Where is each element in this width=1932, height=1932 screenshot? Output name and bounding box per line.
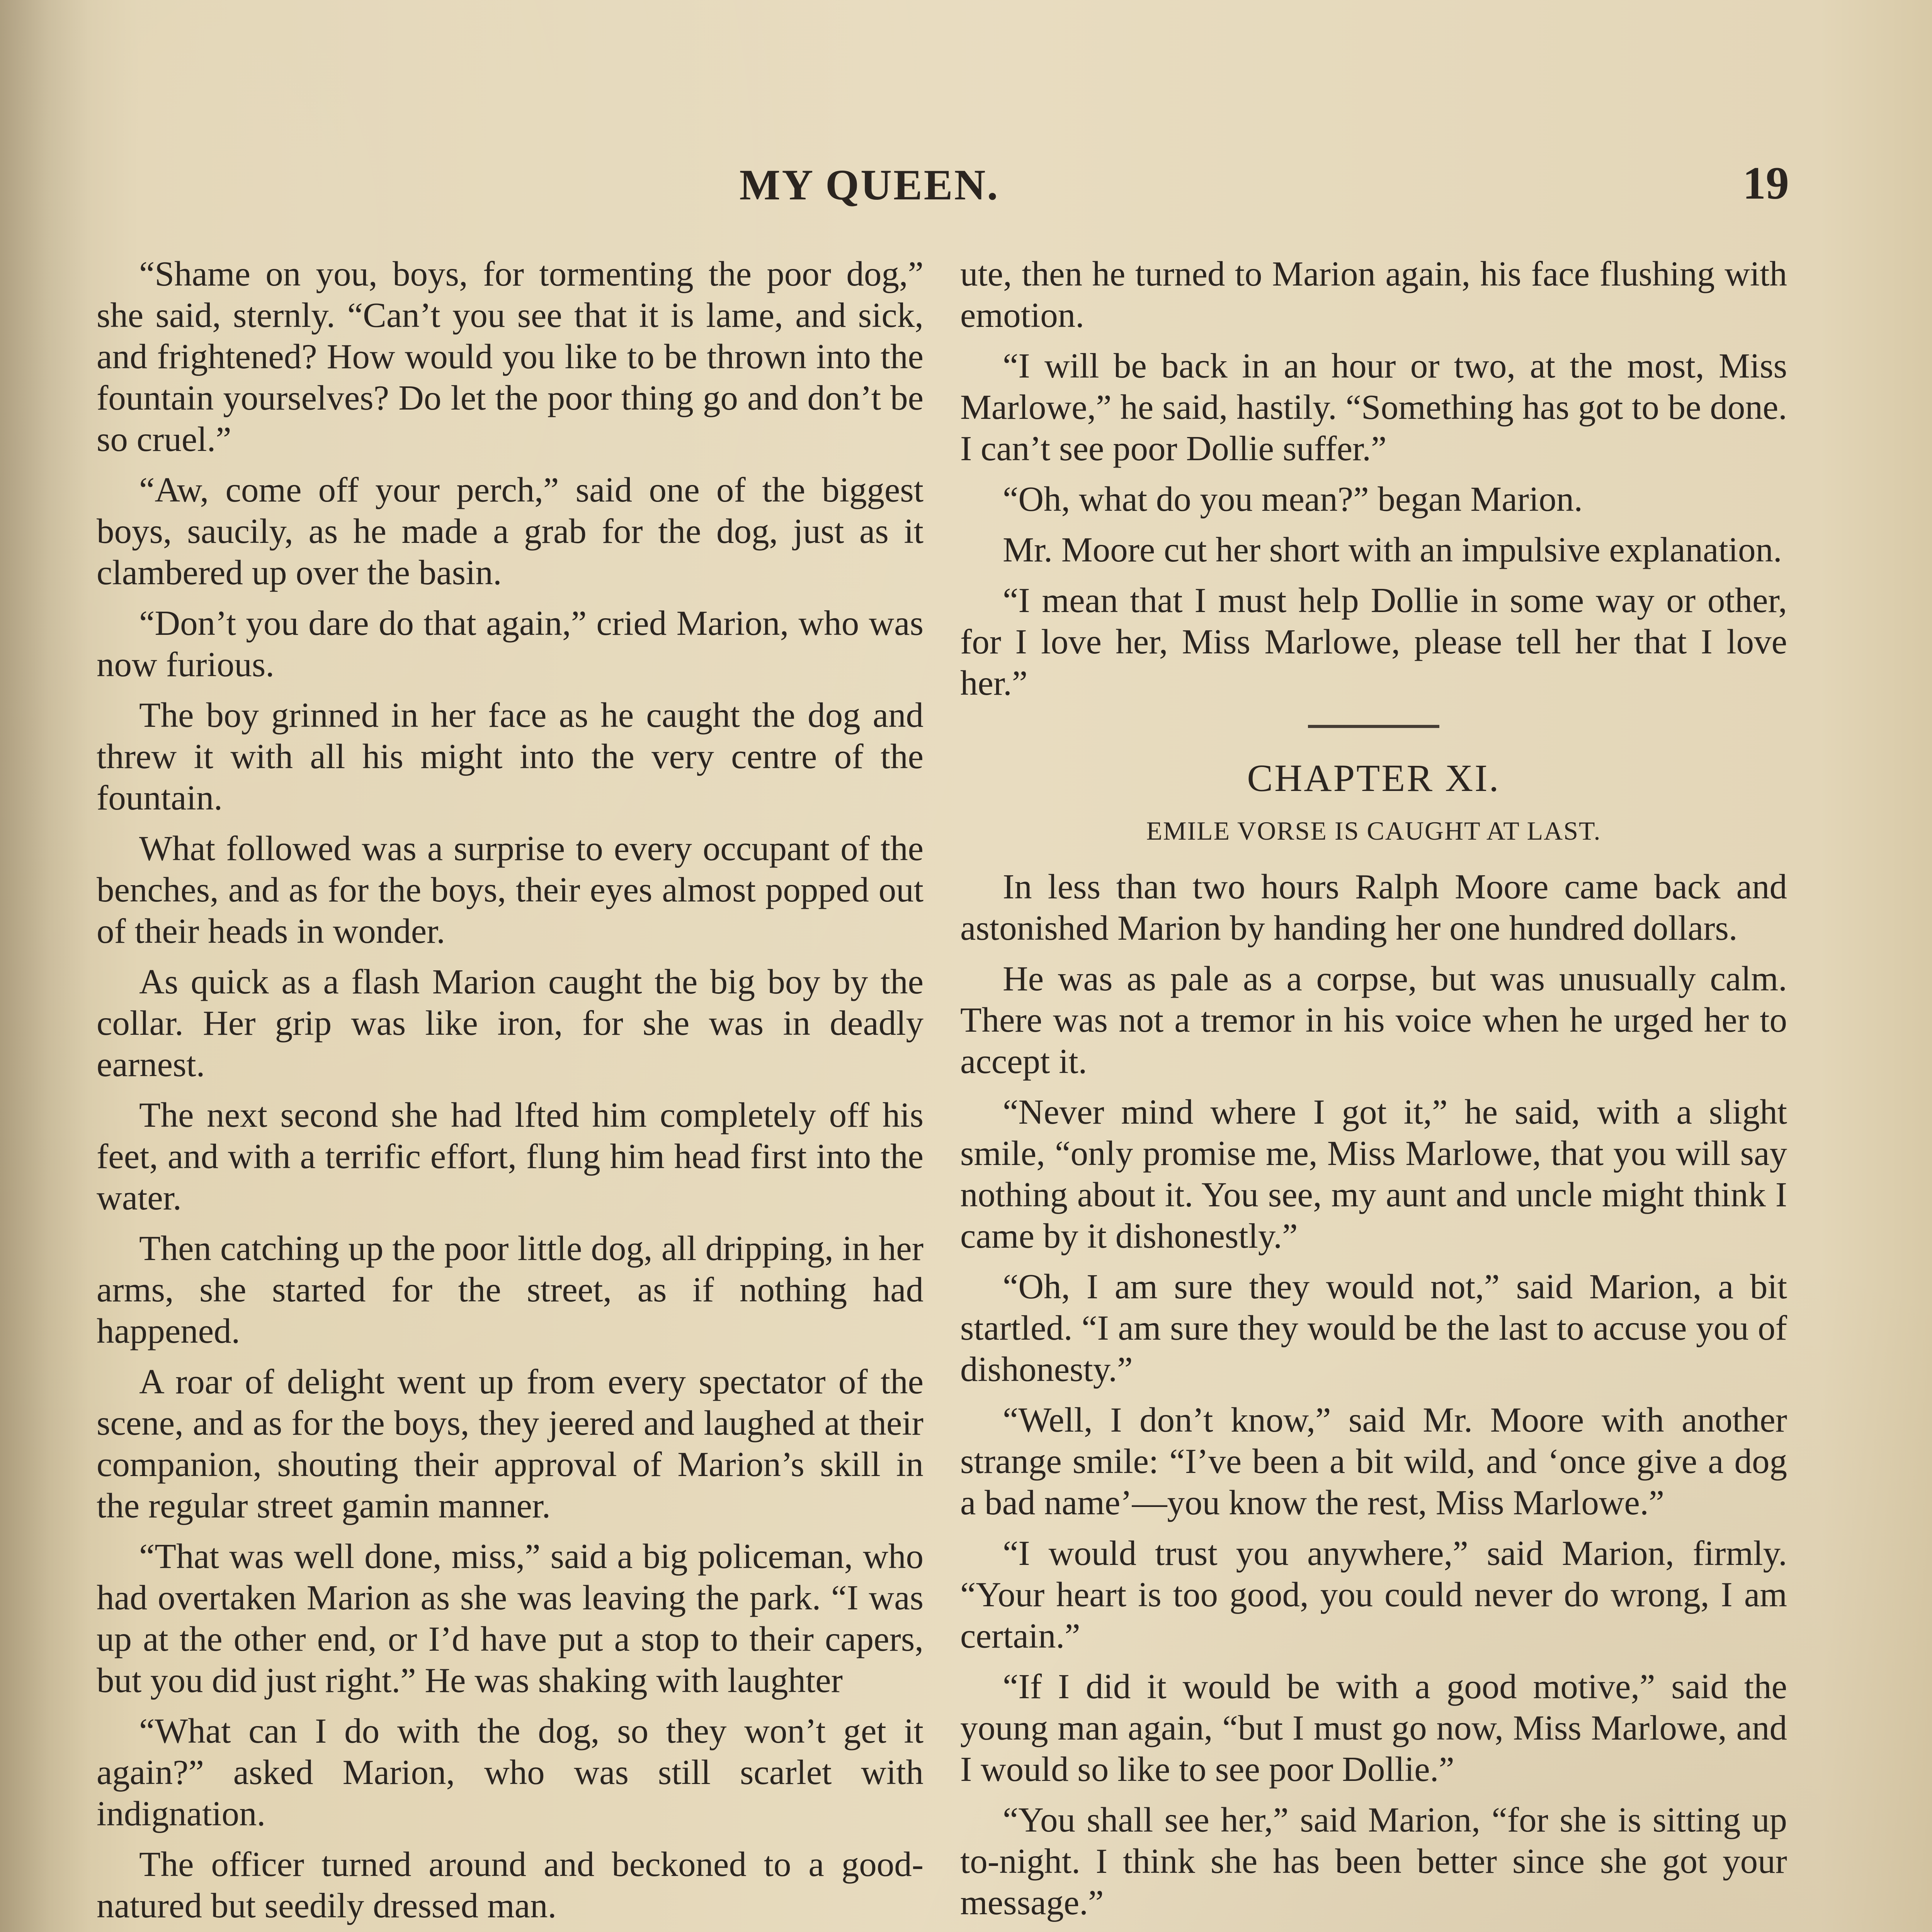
paragraph: The next second she had lfted him completely off his feet, and with a terrific effort, flung him head first into the water. bbox=[97, 1095, 923, 1217]
left-text-column bbox=[97, 253, 923, 1932]
paragraph: “That was well done, miss,” said a big policeman, who had overtaken Marion as she was leaving the park. “I was up at the other end, or I’d have put a stop to their capers, but you did just right.” He was shaking with laughter bbox=[97, 1537, 923, 1700]
right-text-column bbox=[960, 253, 1787, 1932]
chapter-subtitle: EMILE VORSE IS CAUGHT AT LAST. bbox=[1146, 816, 1601, 845]
paragraph: “If I did it would be with a good motive,” said the young man again, “but I must go now, Miss Marlowe, and I would so like to see poor Dollie.” bbox=[960, 1667, 1787, 1789]
section-divider bbox=[1308, 725, 1439, 728]
continued-paragraph: ute, then he turned to Marion again, his face flushing with emotion. bbox=[960, 254, 1787, 335]
paragraph: What followed was a surprise to every occupant of the benches, and as for the boys, their eyes almost popped out of their heads in wonder. bbox=[97, 829, 923, 951]
page-number: 19 bbox=[1743, 157, 1789, 209]
paragraph: The boy grinned in her face as he caught the dog and threw it with all his might into the very centre of the fountain. bbox=[97, 696, 923, 817]
paragraph: “Oh, I am sure they would not,” said Marion, a bit startled. “I am sure they would be the last to accuse you of dishonesty.” bbox=[960, 1267, 1787, 1389]
paragraph: “You shall see her,” said Marion, “for she is sitting up to-night. I think she has been better since she got your message.” bbox=[960, 1800, 1787, 1922]
running-title: MY QUEEN. bbox=[739, 161, 1000, 209]
paragraph: He was as pale as a corpse, but was unusually calm. There was not a tremor in his voice when he urged her to accept it. bbox=[960, 959, 1787, 1081]
paragraph: “I would trust you anywhere,” said Marion, firmly. “Your heart is too good, you could never do wrong, I am certain.” bbox=[960, 1534, 1787, 1655]
paragraph: In less than two hours Ralph Moore came back and astonished Marion by handing her one hundred dollars. bbox=[960, 867, 1787, 947]
paragraph: “I will be back in an hour or two, at the most, Miss Marlowe,” he said, hastily. “Something has got to be done. I can’t see poor Dollie suffer.” bbox=[960, 346, 1787, 468]
paragraph: “Well, I don’t know,” said Mr. Moore with another strange smile: “I’ve been a bit wild, and ‘once give a dog a bad name’—you know the rest, Miss Marlowe.” bbox=[960, 1400, 1787, 1522]
paragraph: Then catching up the poor little dog, all dripping, in her arms, she started for the street, as if nothing had happened. bbox=[97, 1229, 923, 1350]
paragraph: As quick as a flash Marion caught the big boy by the collar. Her grip was like iron, for she was in deadly earnest. bbox=[97, 962, 923, 1084]
paragraph: Mr. Moore cut her short with an impulsive explanation. bbox=[1003, 530, 1782, 569]
paragraph: “Oh, what do you mean?” began Marion. bbox=[1003, 480, 1583, 519]
paragraph: “Never mind where I got it,” he said, with a slight smile, “only promise me, Miss Marlowe, that you will say nothing about it. You see, my aunt and uncle might think I came by it dishonestly.” bbox=[960, 1092, 1787, 1255]
paragraph: A roar of delight went up from every spectator of the scene, and as for the boys, they jeered and laughed at their companion, shouting their approval of Marion’s skill in the regular street gamin manner. bbox=[97, 1362, 923, 1525]
paragraph: The officer turned around and beckoned to a good-natured but seedily dressed man. bbox=[97, 1845, 923, 1925]
paragraph: “Aw, come off your perch,” said one of the biggest boys, saucily, as he made a grab for the dog, just as it clambered up over the basin. bbox=[97, 470, 923, 592]
paragraph: “I mean that I must help Dollie in some way or other, for I love her, Miss Marlowe, please tell her that I love her.” bbox=[960, 581, 1787, 702]
paragraph: “What can I do with the dog, so they won’t get it again?” asked Marion, who was still scarlet with indignation. bbox=[97, 1711, 923, 1833]
page-binding-shadow bbox=[0, 0, 89, 1932]
paragraph: “Shame on you, boys, for tormenting the poor dog,” she said, sternly. “Can’t you see that it is lame, and sick, and frightened? How would you like to be thrown into the fountain yourselves? Do let the poor thing go and don’t be so cruel.” bbox=[97, 254, 923, 459]
chapter-title: CHAPTER XI. bbox=[1247, 757, 1500, 799]
page-header bbox=[97, 156, 1789, 209]
paragraph: “Don’t you dare do that again,” cried Marion, who was now furious. bbox=[97, 604, 923, 684]
